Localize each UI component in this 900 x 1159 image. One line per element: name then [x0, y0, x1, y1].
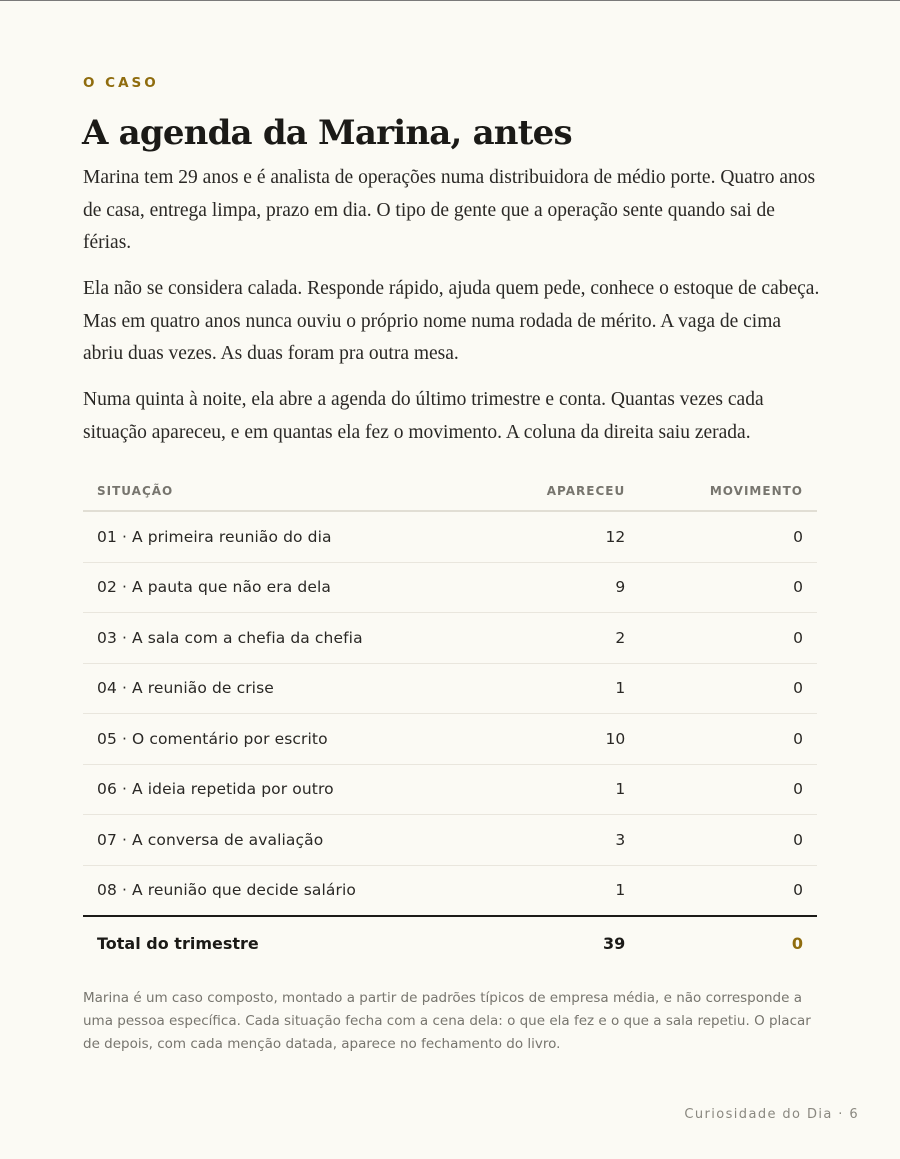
movement-count: 0: [639, 663, 817, 714]
total-label: Total do trimestre: [97, 933, 259, 953]
situation-label: 06 · A ideia repetida por outro: [83, 764, 499, 815]
intro-paragraph-1: Marina tem 29 anos e é analista de operações numa distribuidora de médio porte. Quatro anos de casa, entrega limpa, prazo em dia. O tipo de gente que a operação sente quando sai de férias.: [83, 167, 816, 253]
table-row: [83, 865, 817, 916]
header-movimento: MOVIMENTO: [639, 472, 817, 511]
appeared-count: 1: [499, 865, 639, 916]
movement-count: 0: [639, 764, 817, 815]
movement-count: 0: [639, 865, 817, 916]
appeared-count: 1: [499, 663, 639, 714]
table-row: [83, 714, 817, 765]
situation-label: 01 · A primeira reunião do dia: [83, 511, 499, 562]
movement-count: 0: [639, 562, 817, 613]
situation-label: 07 · A conversa de avaliação: [83, 815, 499, 866]
appeared-count: 2: [499, 613, 639, 664]
situation-label: 05 · O comentário por escrito: [83, 714, 499, 765]
intro-paragraph-3: Numa quinta à noite, ela abre a agenda do último trimestre e conta. Quantas vezes cada situação apareceu, e em quantas ela fez o movimento. A coluna da direita saiu zerada.: [83, 389, 764, 443]
appeared-count: 1: [499, 764, 639, 815]
situation-label: 04 · A reunião de crise: [83, 663, 499, 714]
situation-label: 02 · A pauta que não era dela: [83, 562, 499, 613]
appeared-count: 3: [499, 815, 639, 866]
table-row: [83, 764, 817, 815]
page-title: A agenda da Marina, antes: [82, 113, 572, 153]
movement-count: 0: [639, 511, 817, 562]
table-row: [83, 613, 817, 664]
movement-count: 0: [639, 714, 817, 765]
table-total-row: [83, 916, 817, 969]
movement-count: 0: [639, 815, 817, 866]
situation-label: 03 · A sala com a chefia da chefia: [83, 613, 499, 664]
situations-table: [83, 472, 817, 969]
section-eyebrow: O CASO: [83, 75, 159, 91]
situation-label: 08 · A reunião que decide salário: [83, 865, 499, 916]
appeared-count: 10: [499, 714, 639, 765]
header-situacao: SITUAÇÃO: [83, 472, 499, 511]
page-footer: Curiosidade do Dia · 6: [684, 1107, 859, 1122]
total-appeared: 39: [602, 933, 626, 953]
disclaimer-note: Marina é um caso composto, montado a partir de padrões típicos de empresa média, e não corresponde a uma pessoa específica. Cada situação fecha com a cena dela: o que ela fez e o que a sala repetiu. O placar de depois, com cada menção datada, aparece no fechamento do livro.: [83, 990, 811, 1052]
appeared-count: 12: [499, 511, 639, 562]
intro-paragraph-2: Ela não se considera calada. Responde rápido, ajuda quem pede, conhece o estoque de cabeça. Mas em quatro anos nunca ouviu o próprio nome numa rodada de mérito. A vaga de cima abriu duas vezes. As duas foram pra outra mesa.: [83, 278, 820, 364]
total-movement: 0: [791, 933, 803, 953]
table-row: [83, 663, 817, 714]
table-header-row: [83, 472, 817, 511]
table-row: [83, 511, 817, 562]
table-row: [83, 562, 817, 613]
header-apareceu: APARECEU: [499, 472, 639, 511]
movement-count: 0: [639, 613, 817, 664]
appeared-count: 9: [499, 562, 639, 613]
table-row: [83, 815, 817, 866]
